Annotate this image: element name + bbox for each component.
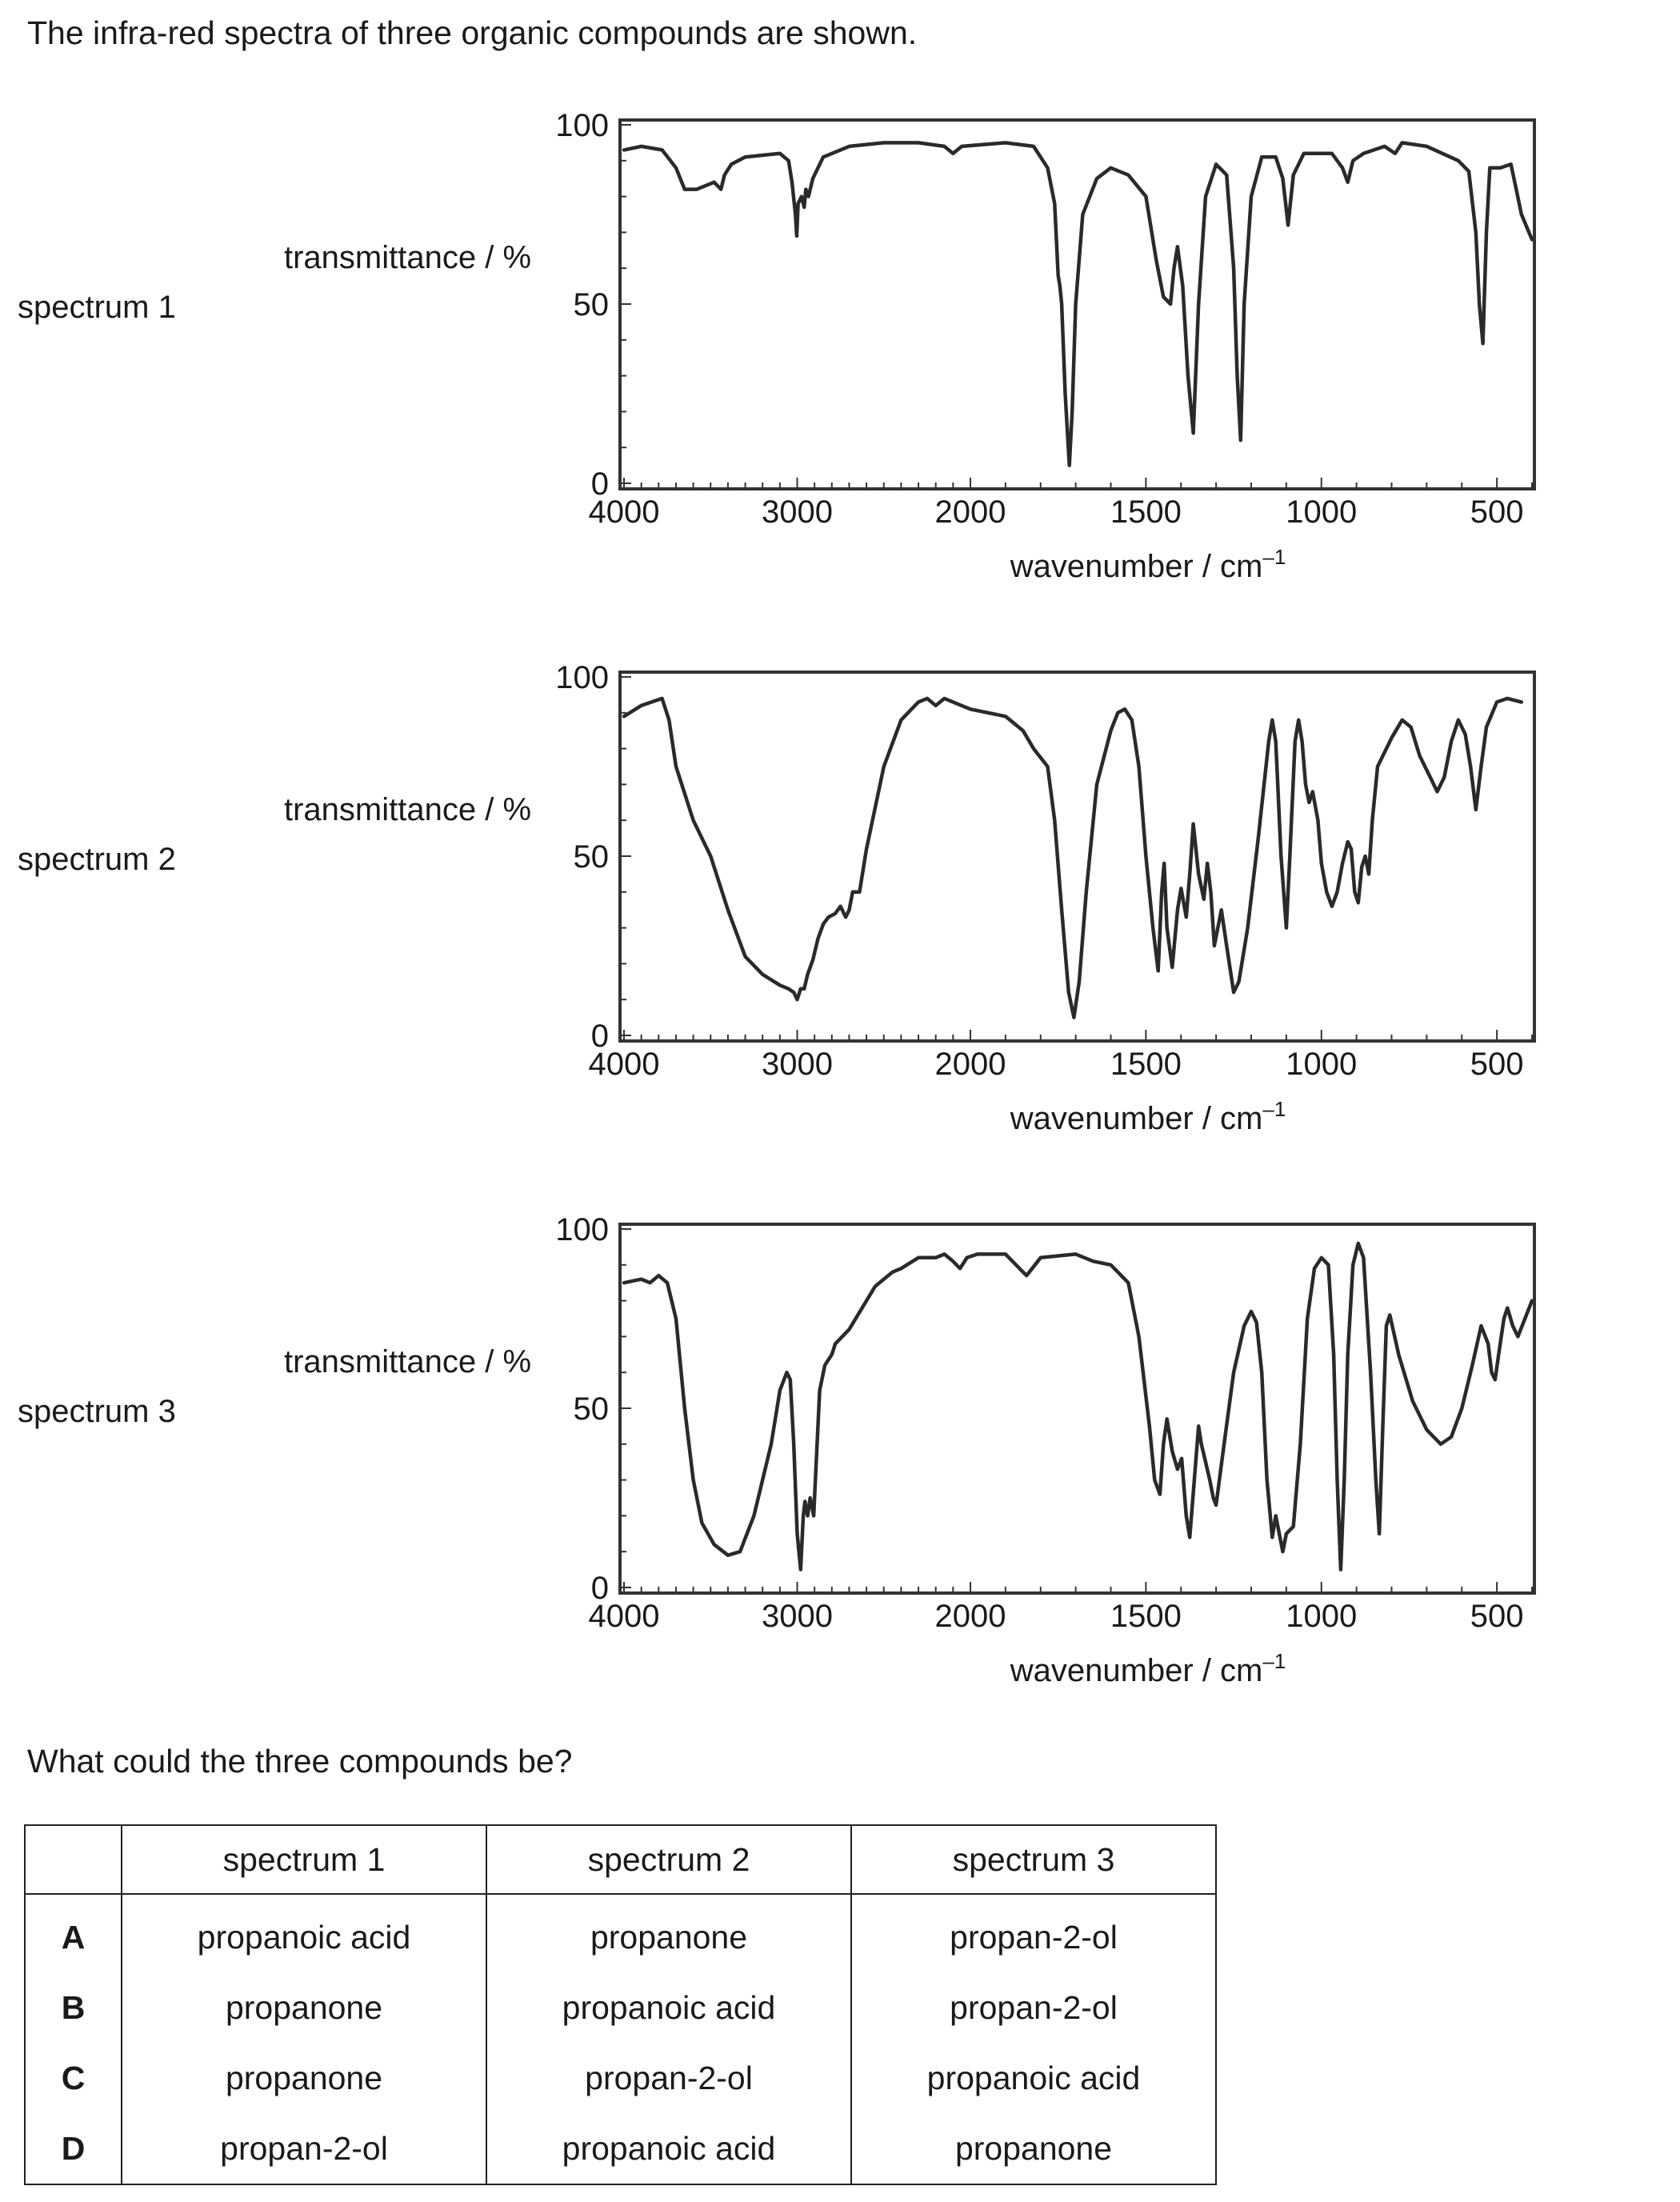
y-tick-label: 100 xyxy=(555,660,609,695)
table-cell: propan-2-ol xyxy=(122,2113,486,2184)
header-spectrum-2: spectrum 2 xyxy=(486,1825,851,1894)
table-row-c xyxy=(25,2043,1216,2113)
x-tick-label: 3000 xyxy=(762,494,833,530)
table-cell: propan-2-ol xyxy=(851,1972,1216,2043)
x-tick-label: 1500 xyxy=(1110,494,1182,530)
x-axis-label-superscript: –1 xyxy=(1262,545,1286,569)
option-letter: A xyxy=(25,1894,122,1972)
table-cell: propanoic acid xyxy=(122,1894,486,1972)
header-spectrum-3: spectrum 3 xyxy=(851,1825,1216,1894)
table-header-row xyxy=(25,1825,1216,1894)
table-cell: propanone xyxy=(122,2043,486,2113)
spectrum-label-2: spectrum 2 xyxy=(18,842,176,877)
table-row-b xyxy=(25,1972,1216,2043)
x-tick-label: 1000 xyxy=(1286,494,1358,530)
x-tick-label: 3000 xyxy=(762,1047,833,1082)
table-cell: propanone xyxy=(122,1972,486,2043)
x-axis-label-superscript: –1 xyxy=(1262,1097,1286,1121)
x-tick-label: 1500 xyxy=(1110,1599,1182,1634)
x-tick-label: 500 xyxy=(1470,1599,1524,1634)
x-tick-label: 4000 xyxy=(588,494,660,530)
plot-frame xyxy=(620,1224,1534,1593)
x-tick-label: 500 xyxy=(1470,494,1524,530)
y-axis-label: transmittance / % xyxy=(284,240,532,275)
spectrum-1-chart xyxy=(0,0,1680,584)
y-tick-label: 0 xyxy=(590,466,609,502)
intro-text: The infra-red spectra of three organic compounds are shown. xyxy=(27,14,918,51)
header-spectrum-1: spectrum 1 xyxy=(122,1825,486,1894)
y-tick-label: 50 xyxy=(573,287,609,322)
spectrum-line xyxy=(624,699,1522,1018)
table-cell: propanoic acid xyxy=(851,2043,1216,2113)
table-cell: propan-2-ol xyxy=(851,1894,1216,1972)
y-tick-label: 100 xyxy=(555,1212,609,1247)
option-letter: C xyxy=(25,2043,122,2113)
x-tick-label: 1500 xyxy=(1110,1047,1182,1082)
y-tick-label: 100 xyxy=(555,108,609,143)
option-letter: D xyxy=(25,2113,122,2184)
spectrum-3-chart xyxy=(0,1104,1680,1688)
x-tick-label: 3000 xyxy=(762,1599,833,1634)
x-tick-label: 500 xyxy=(1470,1047,1524,1082)
x-tick-label: 2000 xyxy=(934,1599,1006,1634)
table-corner-cell xyxy=(25,1825,122,1894)
y-tick-label: 0 xyxy=(590,1571,609,1606)
x-axis-label: wavenumber / $cm^{-1}$ xyxy=(1010,1649,1286,1688)
answer-table xyxy=(24,1824,1217,2185)
table-cell: propanoic acid xyxy=(486,2113,851,2184)
x-axis-label: wavenumber / $cm^{-1}$ xyxy=(1010,1097,1286,1136)
x-axis-label: wavenumber / $cm^{-1}$ xyxy=(1010,545,1286,584)
table-cell: propan-2-ol xyxy=(486,2043,851,2113)
x-tick-label: 1000 xyxy=(1286,1599,1358,1634)
y-tick-label: 0 xyxy=(590,1019,609,1054)
spectrum-line xyxy=(624,142,1532,465)
x-tick-label: 4000 xyxy=(588,1047,660,1082)
y-axis-label: transmittance / % xyxy=(284,792,532,827)
spectrum-label-3: spectrum 3 xyxy=(18,1394,176,1429)
y-tick-label: 50 xyxy=(573,1391,609,1427)
table-cell: propanone xyxy=(486,1894,851,1972)
x-tick-label: 2000 xyxy=(934,1047,1006,1082)
table-cell: propanone xyxy=(851,2113,1216,2184)
question-text: What could the three compounds be? xyxy=(27,1743,573,1780)
x-tick-label: 4000 xyxy=(588,1599,660,1634)
table-row-a xyxy=(25,1894,1216,1972)
y-axis-label: transmittance / % xyxy=(284,1344,532,1379)
table-row-d xyxy=(25,2113,1216,2184)
x-tick-label: 2000 xyxy=(934,494,1006,530)
option-letter: B xyxy=(25,1972,122,2043)
x-tick-label: 1000 xyxy=(1286,1047,1358,1082)
table-cell: propanoic acid xyxy=(486,1972,851,2043)
spectrum-label-1: spectrum 1 xyxy=(18,290,176,325)
spectrum-2-chart xyxy=(0,552,1680,1136)
y-tick-label: 50 xyxy=(573,839,609,875)
spectrum-line xyxy=(624,1243,1532,1570)
x-axis-label-superscript: –1 xyxy=(1262,1649,1286,1673)
